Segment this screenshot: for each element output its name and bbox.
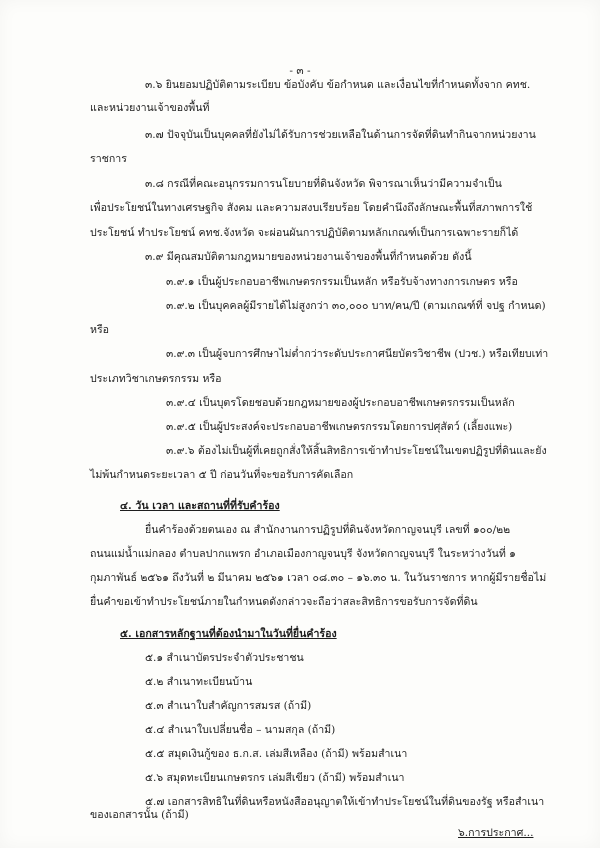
section-heading: ๔. วัน เวลา และสถานที่ที่รับคำร้อง [120,500,280,512]
text-line: ประเภทวิชาเกษตรกรรม หรือ [90,373,222,385]
text-line: ๕.๑ สำเนาบัตรประจำตัวประชาชน [145,652,304,664]
text-line: ๕.๖ สมุดทะเบียนเกษตรกร เล่มสีเขียว (ถ้ามี) พร้อมสำเนา [145,772,405,784]
text-line: ๕.๕ สมุดเงินกู้ของ ธ.ก.ส. เล่มสีเหลือง (ถ้ามี) พร้อมสำเนา [145,748,408,760]
text-line: ๓.๘ กรณีที่คณะอนุกรรมการนโยบายที่ดินจังหวัด พิจารณาเห็นว่ามีความจำเป็น [145,178,502,190]
text-line: หรือ [90,324,110,336]
text-line: ไม่พ้นกำหนดระยะเวลา ๕ ปี ก่อนวันที่จะขอรับการคัดเลือก [90,469,354,481]
section-heading: ๕. เอกสารหลักฐานที่ต้องนำมาในวันที่ยื่นคำร้อง [120,628,337,640]
text-line: กุมภาพันธ์ ๒๕๖๑ ถึงวันที่ ๒ มีนาคม ๒๕๖๑ เวลา ๐๘.๓๐ – ๑๖.๓๐ น. ในวันราชการ หากผู้มีรายชื่อไม่ [90,572,547,584]
text-line: ๓.๙.๖ ต้องไม่เป็นผู้ที่เคยถูกสั่งให้สิ้นสิทธิการเข้าทำประโยชน์ในเขตปฏิรูปที่ดินและยัง [166,445,547,457]
page-number: - ๓ - [289,65,311,77]
text-line: ถนนแม่น้ำแม่กลอง ตำบลปากแพรก อำเภอเมืองกาญจนบุรี จังหวัดกาญจนบุรี ในระหว่างวันที่ ๑ [90,548,516,560]
text-line: เพื่อประโยชน์ในทางเศรษฐกิจ สังคม และความสงบเรียบร้อย โดยคำนึงถึงลักษณะพื้นที่สภาพการใช้ [90,202,533,214]
text-line: ยื่นคำร้องด้วยตนเอง ณ สำนักงานการปฏิรูปที่ดินจังหวัดกาญจนบุรี เลขที่ ๑๐๐/๒๒ [145,524,511,536]
text-line: ๓.๙.๕ เป็นผู้ประสงค์จะประกอบอาชีพเกษตรกรรมโดยการปศุสัตว์ (เลี้ยงแพะ) [166,421,513,433]
text-line: ๕.๒ สำเนาทะเบียนบ้าน [145,676,253,688]
text-line: ๓.๙ มีคุณสมบัติตามกฎหมายของหน่วยงานเจ้าของพื้นที่กำหนดด้วย ดังนี้ [145,251,472,263]
text-line: ๓.๙.๔ เป็นบุตรโดยชอบด้วยกฎหมายของผู้ประกอบอาชีพเกษตรกรรมเป็นหลัก [166,397,515,409]
text-line: ราชการ [90,153,127,165]
text-line: ๕.๔ สำเนาใบเปลี่ยนชื่อ – นามสกุล (ถ้ามี) [145,724,336,736]
text-line: ยื่นคำขอเข้าทำประโยชน์ภายในกำหนดดังกล่าวจะถือว่าสละสิทธิการขอรับการจัดที่ดิน [90,596,478,608]
text-line: ประโยชน์ ทำประโยชน์ คทช.จังหวัด จะผ่อนผันการปฏิบัติตามหลักเกณฑ์เป็นการเฉพาะรายก็ได้ [90,227,519,239]
text-line: ๓.๖ ยินยอมปฏิบัติตามระเบียบ ข้อบังคับ ข้อกำหนด และเงื่อนไขที่กำหนดทั้งจาก คทช. [145,79,531,91]
text-line: ๕.๗ เอกสารสิทธิในที่ดินหรือหนังสืออนุญาตให้เข้าทำประโยชน์ในที่ดินของรัฐ หรือสำเนา [145,796,545,808]
text-line: ๓.๗ ปัจจุบันเป็นบุคคลที่ยังไม่ได้รับการช่วยเหลือในด้านการจัดที่ดินทำกินจากหน่วยงาน [145,129,536,141]
text-line: และหน่วยงานเจ้าของพื้นที่ [90,102,210,114]
continuation-marker: ๖.การประกาศ... [458,827,534,839]
text-line: ๓.๙.๒ เป็นบุคคลผู้มีรายได้ไม่สูงกว่า ๓๐,๐๐๐ บาท/คน/ปี (ตามเกณฑ์ที่ จปฐ กำหนด) [166,300,546,312]
text-line: ของเอกสารนั้น (ถ้ามี) [90,809,189,821]
text-line: ๕.๓ สำเนาใบสำคัญการสมรส (ถ้ามี) [145,700,312,712]
text-line: ๓.๙.๓ เป็นผู้จบการศึกษาไม่ต่ำกว่าระดับประกาศนียบัตรวิชาชีพ (ปวช.) หรือเทียบเท่า [166,348,549,360]
text-line: ๓.๙.๑ เป็นผู้ประกอบอาชีพเกษตรกรรมเป็นหลัก หรือรับจ้างทางการเกษตร หรือ [166,276,518,288]
